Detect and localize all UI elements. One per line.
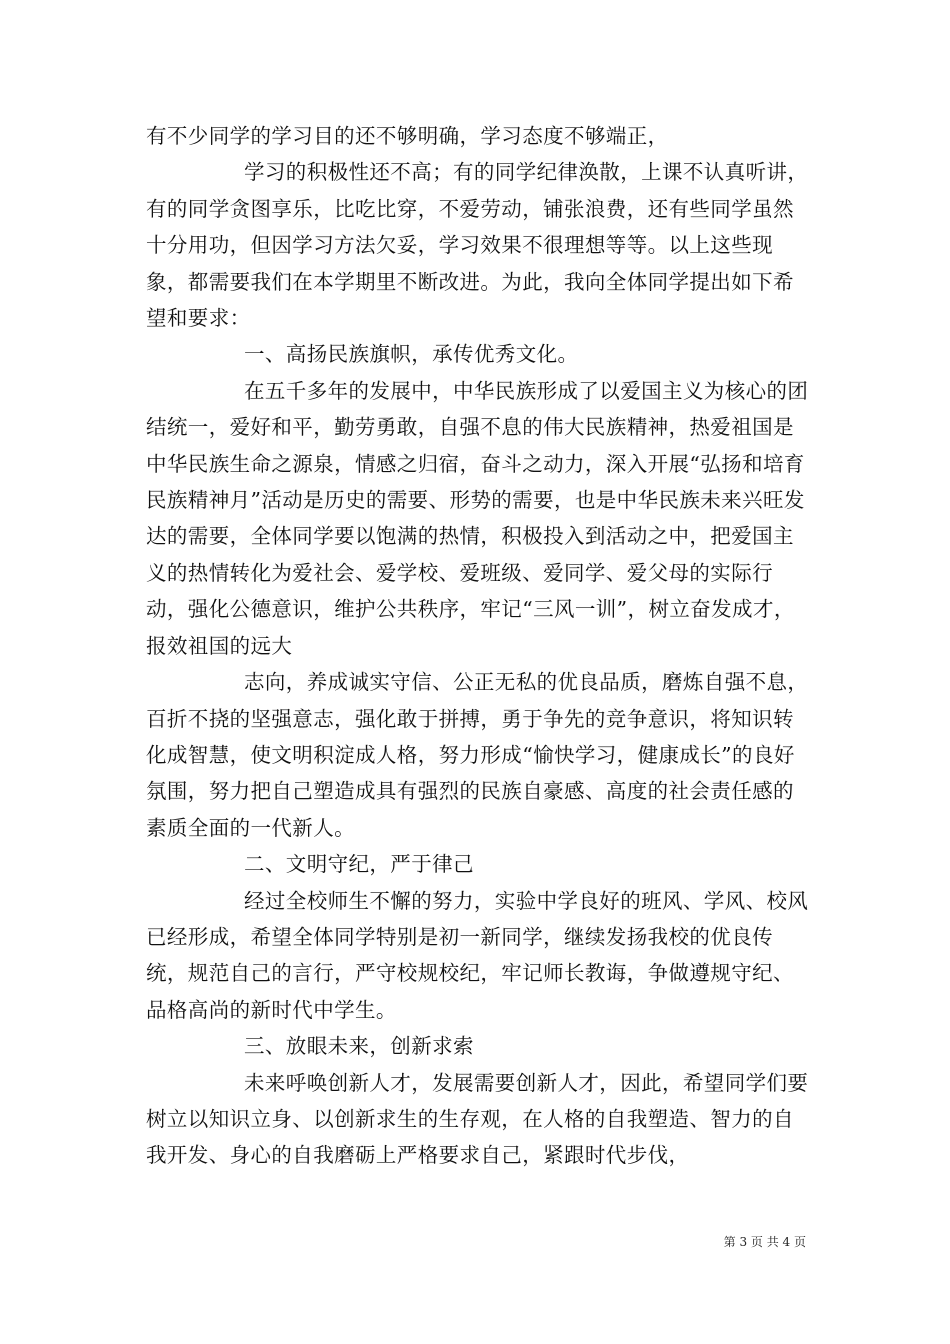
paragraph-1: 有不少同学的学习目的还不够明确，学习态度不够端正， [146,124,669,148]
section-heading-2: 二、文明守纪，严于律己 [244,852,474,877]
section-heading-3: 三、放眼未来，创新求索 [244,1034,474,1059]
paragraph-4: 志向，养成诚实守信、公正无私的优良品质，磨炼自强不息，百折不挠的坚强意志，强化敢于拼搏，勇于争先的竞争意识，将知识转化成智慧，使文明积淀成人格，努力形成“愉快学习，健康成长”的良好氛围，努力把自己塑造成具有强烈的民族自豪感、高度的社会责任感的素质全面的一代新人。 [146,670,809,840]
paragraph-2: 学习的积极性还不高；有的同学纪律涣散，上课不认真听讲，有的同学贪图享乐，比吃比穿，不爱劳动，铺张浪费，还有些同学虽然十分用功，但因学习方法欠妥，学习效果不很理想等等。以上这些现象，都需要我们在本学期里不断改进。为此，我向全体同学提出如下希望和要求： [146,160,809,331]
document-body [146,118,814,1174]
paragraph-3: 在五千多年的发展中，中华民族形成了以爱国主义为核心的团结统一，爱好和平，勤劳勇敢，自强不息的伟大民族精神，热爱祖国是中华民族生命之源泉，情感之归宿，奋斗之动力，深入开展“弘扬和培育民族精神月”活动是历史的需要、形势的需要，也是中华民族未来兴旺发达的需要，全体同学要以饱满的热情，积极投入到活动之中，把爱国主义的热情转化为爱社会、爱学校、爱班级、爱同学、爱父母的实际行动，强化公德意识，维护公共秩序，牢记“三风一训”，树立奋发成才，报效祖国的远大 [146,378,809,658]
section-heading-1: 一、高扬民族旗帜，承传优秀文化。 [244,342,579,367]
paragraph-5: 经过全校师生不懈的努力，实验中学良好的班风、学风、校风已经形成，希望全体同学特别是初一新同学，继续发扬我校的优良传统，规范自己的言行，严守校规校纪，牢记师长教诲，争做遵规守纪、品格高尚的新时代中学生。 [146,888,809,1022]
paragraph-6: 未来呼唤创新人才，发展需要创新人才，因此，希望同学们要树立以知识立身、以创新求生的生存观，在人格的自我塑造、智力的自我开发、身心的自我磨砺上严格要求自己，紧跟时代步伐， [146,1070,809,1168]
page-number: 第 3 页 共 4 页 [723,1235,806,1249]
